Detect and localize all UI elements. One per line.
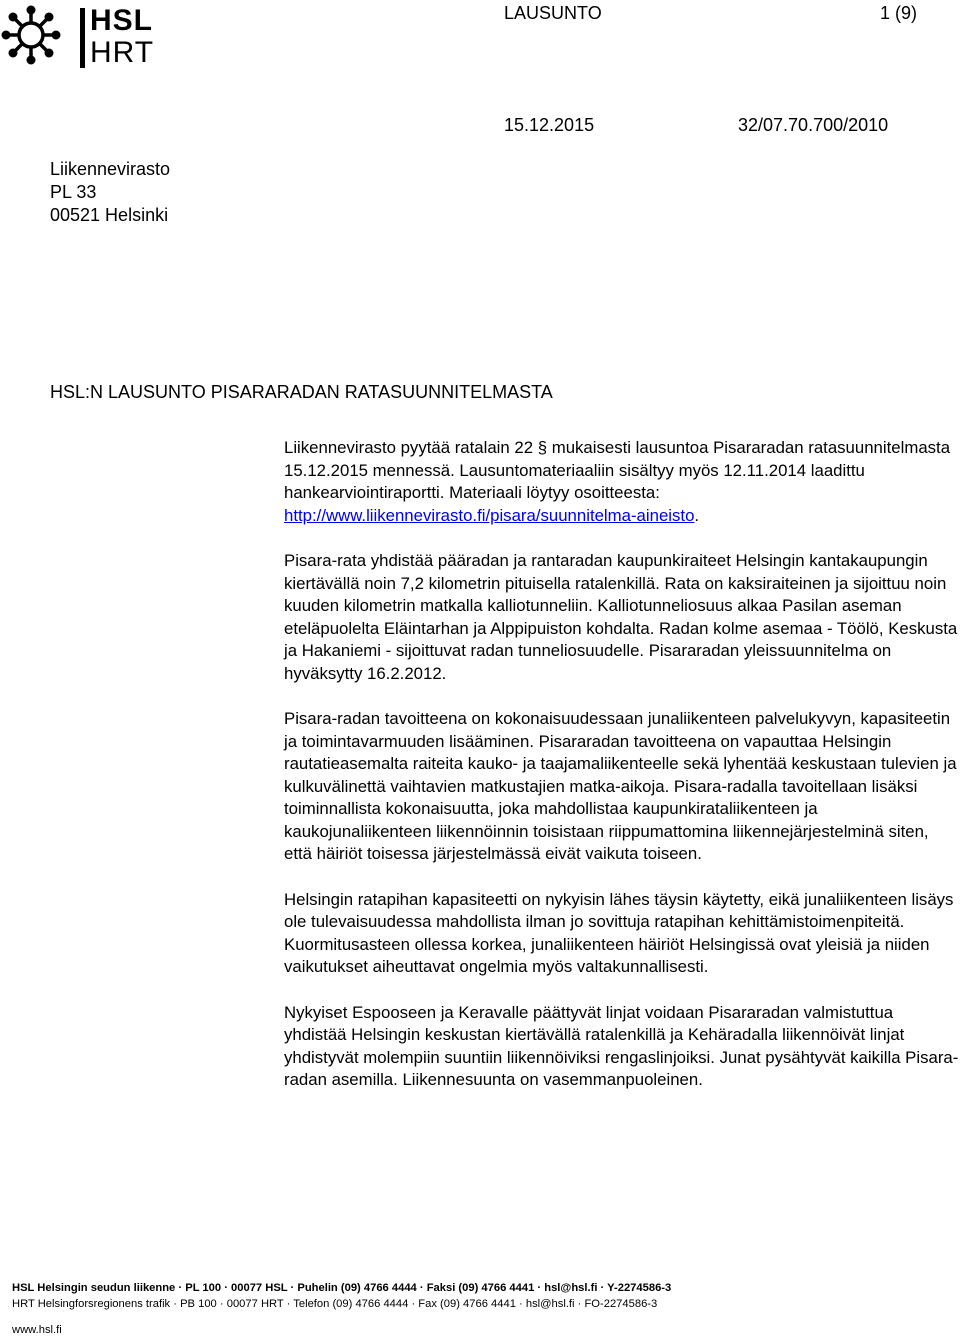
page-number: 1 (9) [880,3,918,23]
paragraph-2: Pisara-rata yhdistää pääradan ja rantaradan kaupunkiraiteet Helsingin kantakaupungin kiertävällä noin 7,2 kilometrin pituisella ratalenkillä. Rata on kaksiraiteinen ja sijoittuu noin kuuden kilometrin matkalla kalliotunneliin. Kalliotunneliosuus alkaa Pasilan aseman eteläpuolelta Eläintarhan ja Alppipuiston kohdalta. Radan kolme asemaa - Töölö, Keskusta ja Hakaniemi - sijoittuvat radan tunneliosuudelle. Pisararadan yleissuunnitelma on hyväksytty 16.2.2012. [284,551,958,683]
recipient-line-2: PL 33 [50,182,97,202]
document-type: LAUSUNTO [504,3,602,23]
recipient-address [50,158,170,227]
hsl-logo-symbol-icon [0,4,62,66]
document-body [284,437,960,1115]
logo-text-hsl: HSL [90,4,153,37]
recipient-line-1: Liikennevirasto [50,159,171,179]
paragraph-5: Nykyiset Espooseen ja Keravalle päättyvät linjat voidaan Pisararadan valmistuttua yhdistää Helsingin keskustan kiertävällä ratalenkillä ja Kehäradalla liikennöivät linjat yhdistyvät molempiin suuntiin liikennöiviksi rengaslinjoiksi. Junat pysähtyvät kaikilla Pisara-radan asemilla. Liikennesuunta on vasemmanpuoleinen. [284,1002,959,1089]
paragraph-4: Helsingin ratapihan kapasiteetti on nykyisin lähes täysin käytetty, eikä junaliikenteen lisäys ole tulevaisuudessa mahdollista ilman jo sovittuja ratapihan kehittämistoimenpiteitä. Kuormitusasteen ollessa korkea, junaliikenteen häiriöt Helsingissä ovat yleisiä ja niiden vaikutukset aiheuttavat ongelmia myös valtakunnallisesti. [284,889,954,976]
hsl-logo-wordmark [80,4,172,70]
logo-text-hrt: HRT [90,36,155,69]
paragraph-1 [284,437,960,527]
document-date: 15.12.2015 [504,115,595,135]
materials-link[interactable]: http://www.liikennevirasto.fi/pisara/suunnitelma-aineisto [284,505,695,525]
footer-line-swedish: HRT Helsingforsregionens trafik · PB 100 · 00077 HRT · Telefon (09) 4766 4444 · Fax (09) 4766 4441 · hsl@hsl.fi · FO-2274586-3 [12,1298,658,1310]
document-title: HSL:N LAUSUNTO PISARARADAN RATASUUNNITELMASTA [50,382,553,402]
paragraph-3: Pisara-radan tavoitteena on kokonaisuudessaan junaliikenteen palvelukyvyn, kapasiteetin ja toimintavarmuuden lisääminen. Pisararadan tavoitteena on vapauttaa Helsingin rautatieasemalta raiteita kauko- ja taajamaliikenteelle sekä lyhentää keskustaan tulevien ja kulkuvälinettä vaihtavien matkustajien matka-aikoja. Pisara-radalla tavoitellaan lisäksi toiminnallista kokonaisuutta, joka mahdollistaa kaupunkirataliikenteen ja kaukojunaliikenteen liikennöinnin toisistaan riippumattomina liikennejärjestelminä siten, että häiriöt toisessa järjestelmässä eivät vaikuta toiseen. [284,709,957,863]
footer-line-finnish: HSL Helsingin seudun liikenne · PL 100 · 00077 HSL · Puhelin (09) 4766 4444 · Faksi (09) 4766 4441 · hsl@hsl.fi · Y-2274586-3 [12,1282,672,1294]
footer-website: www.hsl.fi [12,1324,62,1336]
recipient-line-3: 00521 Helsinki [50,205,169,225]
paragraph-1-text: Liikennevirasto pyytää ratalain 22 § mukaisesti lausuntoa Pisararadan ratasuunnitelmasta 15.12.2015 mennessä. Lausuntomateriaaliin sisältyy myös 12.11.2014 laadittu hankearviointiraportti. Materiaali löytyy osoitteesta: [284,438,951,502]
paragraph-1-end: . [694,505,700,525]
reference-number: 32/07.70.700/2010 [738,115,889,135]
